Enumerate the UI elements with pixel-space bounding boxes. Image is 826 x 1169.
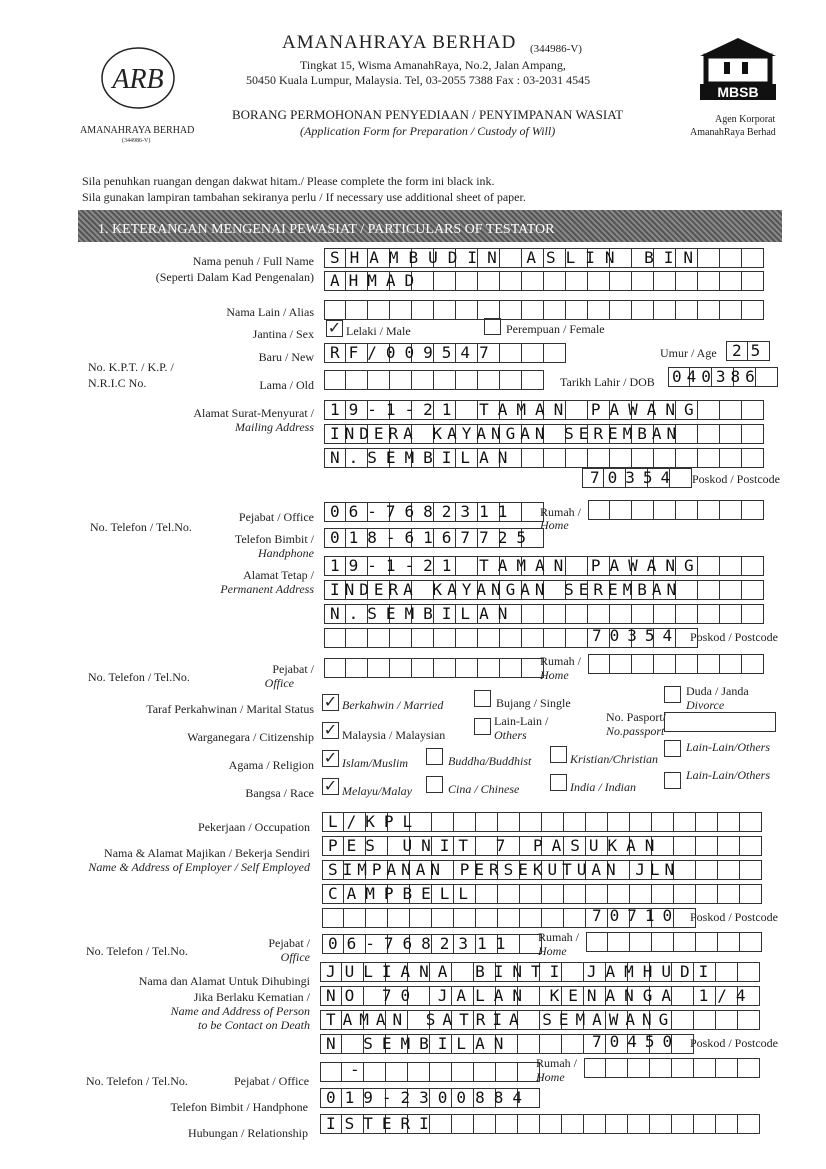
contact-value-2: NO 70 JALAN KENANGA 1/4 [326, 986, 755, 1005]
form-title: BORANG PERMOHONAN PENYEDIAAN / PENYIMPANAN WASIAT [232, 107, 624, 122]
divorce-checkbox[interactable] [664, 686, 681, 703]
mbsb-caption-2: AmanahRaya Berhad [690, 127, 776, 138]
label-divorce: Duda / Janda [686, 684, 749, 698]
contact-value-3: TAMAN SATRIA SEMAWANG [326, 1010, 676, 1029]
perm-value-2: INDERA KAYANGAN SEREMBAN [330, 580, 682, 599]
office-tel-value: 06-7682311 [330, 502, 517, 521]
label-mailing: Alamat Surat-Menyurat / [193, 406, 314, 420]
perm-postcode-value: 70354 [592, 626, 681, 645]
home-tel-2-boxes[interactable] [588, 654, 764, 674]
label-full-name-note: (Seperti Dalam Kad Pengenalan) [155, 270, 314, 284]
contact-value-4: N SEMBILAN [326, 1034, 513, 1053]
label-nric-2: N.R.I.C No. [88, 376, 147, 390]
label-single: Bujang / Single [496, 696, 571, 710]
form-subtitle: (Application Form for Preparation / Custody of Will) [300, 124, 556, 138]
label-office-3-en: Office [280, 950, 310, 964]
label-nric: No. K.P.T. / K.P. / [88, 360, 174, 374]
label-contact-2: Jika Berlaku Kematian / [193, 990, 310, 1004]
passport-field[interactable] [664, 712, 776, 732]
label-home-3: Rumah / [538, 930, 579, 944]
label-perm-postcode: Poskod / Postcode [690, 630, 779, 644]
label-divorce-en: Divorce [686, 698, 725, 712]
label-office-3: Pejabat / [268, 936, 310, 950]
nric-new-value: RF/009547 [330, 343, 498, 362]
perm-value-3: N.SEMBILAN [330, 604, 517, 623]
label-passport: No. Pasport/ [606, 710, 666, 724]
label-full-name: Nama penuh / Full Name [192, 254, 314, 268]
label-married: Berkahwin / Married [342, 698, 444, 712]
relationship-value: ISTERI [326, 1114, 438, 1133]
mbsb-logo-icon [698, 36, 778, 102]
occupation-value: L/KPL [328, 812, 422, 831]
label-home-3-en: Home [538, 944, 567, 958]
label-religion: Agama / Religion [228, 758, 314, 772]
label-home-4-en: Home [536, 1070, 565, 1084]
employer-value-1: PES UNIT 7 PASUKAN [328, 836, 664, 855]
label-employer-postcode: Poskod / Postcode [690, 910, 779, 924]
label-home-2: Rumah / [540, 654, 581, 668]
malaysian-checkbox[interactable]: ✓ [323, 720, 338, 739]
logo-caption: AMANAHRAYA BERHAD [80, 125, 195, 136]
employer-postcode-value: 70710 [592, 906, 681, 925]
label-male: Lelaki / Male [346, 324, 411, 338]
label-home-4: Rumah / [536, 1056, 577, 1070]
label-malaysian: Malaysia / Malaysian [342, 728, 446, 742]
contact-postcode-value: 70450 [592, 1032, 681, 1051]
label-others-race: Lain-Lain/Others [686, 768, 771, 782]
label-handphone: Telefon Bimbit / [234, 532, 314, 546]
label-tel-1: No. Telefon / Tel.No. [90, 520, 192, 534]
label-old: Lama / Old [259, 378, 314, 392]
label-office-4: Pejabat / Office [234, 1074, 310, 1088]
label-home-1: Rumah / [540, 505, 581, 519]
label-new: Baru / New [258, 350, 314, 364]
mail-value-1: 19-1-21 TAMAN PAWANG [330, 400, 703, 419]
label-age: Umur / Age [660, 346, 717, 360]
company-reg: (344986-V) [530, 43, 582, 55]
dob-value: 040386 [672, 367, 760, 386]
buddhist-checkbox[interactable] [426, 748, 443, 765]
label-female: Perempuan / Female [506, 322, 605, 336]
company-name: AMANAHRAYA BERHAD [282, 32, 517, 53]
label-mailing-en: Mailing Address [234, 420, 314, 434]
label-sex: Jantina / Sex [252, 327, 314, 341]
mbsb-logo [698, 36, 778, 102]
label-others-en: Others [494, 728, 527, 742]
malay-checkbox[interactable]: ✓ [323, 776, 338, 795]
mail-value-3: N.SEMBILAN [330, 448, 517, 467]
label-buddhist: Buddha/Buddhist [448, 754, 532, 768]
perm-value-1: 19-1-21 TAMAN PAWANG [330, 556, 703, 575]
label-citizenship: Warganegara / Citizenship [187, 730, 314, 744]
arb-logo-letters: ARB [112, 64, 164, 95]
nric-old-boxes[interactable] [324, 370, 544, 390]
label-handphone-2: Telefon Bimbit / Handphone [170, 1100, 308, 1114]
age-value: 25 [732, 341, 770, 360]
label-others-ms: Lain-Lain / [494, 714, 549, 728]
home-tel-boxes[interactable] [588, 500, 764, 520]
label-office-2-en: Office [264, 676, 294, 690]
label-contact-4: to be Contact on Death [198, 1018, 310, 1032]
label-mail-postcode: Poskod / Postcode [692, 472, 781, 486]
section-title: 1. KETERANGAN MENGENAI PEWASIAT / PARTICULARS OF TESTATOR [98, 222, 555, 237]
label-home-2-en: Home [540, 668, 569, 682]
label-christian: Kristian/Christian [570, 752, 659, 766]
others-race-checkbox[interactable] [664, 772, 681, 789]
label-permanent-en: Permanent Address [220, 582, 314, 596]
indian-checkbox[interactable] [550, 774, 567, 791]
instruction-1: Sila penuhkan ruangan dengan dakwat hitam./ Please complete the form ini black ink. [82, 174, 495, 188]
label-contact-postcode: Poskod / Postcode [690, 1036, 779, 1050]
label-handphone-en: Handphone [258, 546, 314, 560]
label-tel-2: No. Telefon / Tel.No. [88, 670, 190, 684]
mbsb-caption-1: Agen Korporat [715, 114, 776, 125]
married-checkbox[interactable]: ✓ [323, 692, 338, 711]
label-indian: India / Indian [570, 780, 636, 794]
label-dob: Tarikh Lahir / DOB [560, 375, 655, 389]
section-header [78, 210, 782, 242]
instruction-2: Sila gunakan lampiran tambahan sekiranya perlu / If necessary use additional sheet of paper. [82, 190, 526, 204]
label-marital: Taraf Perkahwinan / Marital Status [146, 702, 314, 716]
arb-logo-icon [88, 40, 188, 120]
employer-home-boxes[interactable] [586, 932, 762, 952]
alias-boxes[interactable] [324, 300, 764, 320]
company-address-1: Tingkat 15, Wisma AmanahRaya, No.2, Jalan Ampang, [300, 58, 566, 72]
label-home-1-en: Home [540, 518, 569, 532]
label-employer: Nama & Alamat Majikan / Bekerja Sendiri [104, 846, 310, 860]
svg-text:MBSB: MBSB [717, 84, 759, 100]
label-chinese: Cina / Chinese [448, 782, 520, 796]
others-religion-checkbox[interactable] [664, 740, 681, 757]
label-occupation: Pekerjaan / Occupation [198, 820, 310, 834]
male-checkbox[interactable]: ✓ [327, 318, 342, 337]
label-contact-1: Nama dan Alamat Untuk Dihubingi [138, 974, 310, 988]
muslim-checkbox[interactable]: ✓ [323, 748, 338, 767]
label-contact-3: Name and Address of Person [170, 1004, 310, 1018]
label-alias: Nama Lain / Alias [226, 305, 314, 319]
mail-value-2: INDERA KAYANGAN SEREMBAN [330, 424, 682, 443]
contact-hp-value: 019-2300884 [326, 1088, 531, 1107]
employer-value-2: SIMPANAN PERSEKUTUAN JLN [328, 860, 680, 879]
label-malay: Melayu/Malay [342, 784, 412, 798]
handphone-value: 018-6167725 [330, 528, 535, 547]
contact-value-1: JULIANA BINTI JAMHUDI [326, 962, 718, 981]
mail-postcode-value: 70354 [590, 468, 679, 487]
employer-tel-value: 06-7682311 [328, 934, 515, 953]
others-citizenship-checkbox[interactable] [474, 718, 491, 735]
label-others-religion: Lain-Lain/Others [686, 740, 771, 754]
office-tel-2-boxes[interactable] [324, 658, 544, 678]
single-checkbox[interactable] [474, 690, 491, 707]
label-tel-3: No. Telefon / Tel.No. [86, 944, 188, 958]
label-office-1: Pejabat / Office [238, 510, 314, 524]
contact-office-value: - [350, 1060, 369, 1079]
full-name-value-2: AHMAD [330, 271, 424, 290]
christian-checkbox[interactable] [550, 746, 567, 763]
label-office-2: Pejabat / [272, 662, 314, 676]
company-address-2: 50450 Kuala Lumpur, Malaysia. Tel, 03-2055 7388 Fax : 03-2031 4545 [246, 73, 591, 87]
label-race: Bangsa / Race [245, 786, 314, 800]
label-passport-en: No.passport [606, 724, 665, 738]
label-relationship: Hubungan / Relationship [188, 1126, 308, 1140]
label-employer-en: Name & Address of Employer / Self Employed [88, 860, 310, 874]
chinese-checkbox[interactable] [426, 776, 443, 793]
employer-value-3: CAMPBELL [328, 884, 478, 903]
full-name-value-1: SHAMBUDIN ASLIN BIN [330, 248, 704, 267]
label-tel-4: No. Telefon / Tel.No. [86, 1074, 188, 1088]
contact-home-boxes[interactable] [584, 1058, 760, 1078]
female-checkbox[interactable] [484, 318, 501, 335]
label-permanent: Alamat Tetap / [243, 568, 314, 582]
label-muslim: Islam/Muslim [342, 756, 408, 770]
arb-logo [88, 40, 188, 120]
logo-caption-reg: (344986-V) [122, 138, 151, 144]
